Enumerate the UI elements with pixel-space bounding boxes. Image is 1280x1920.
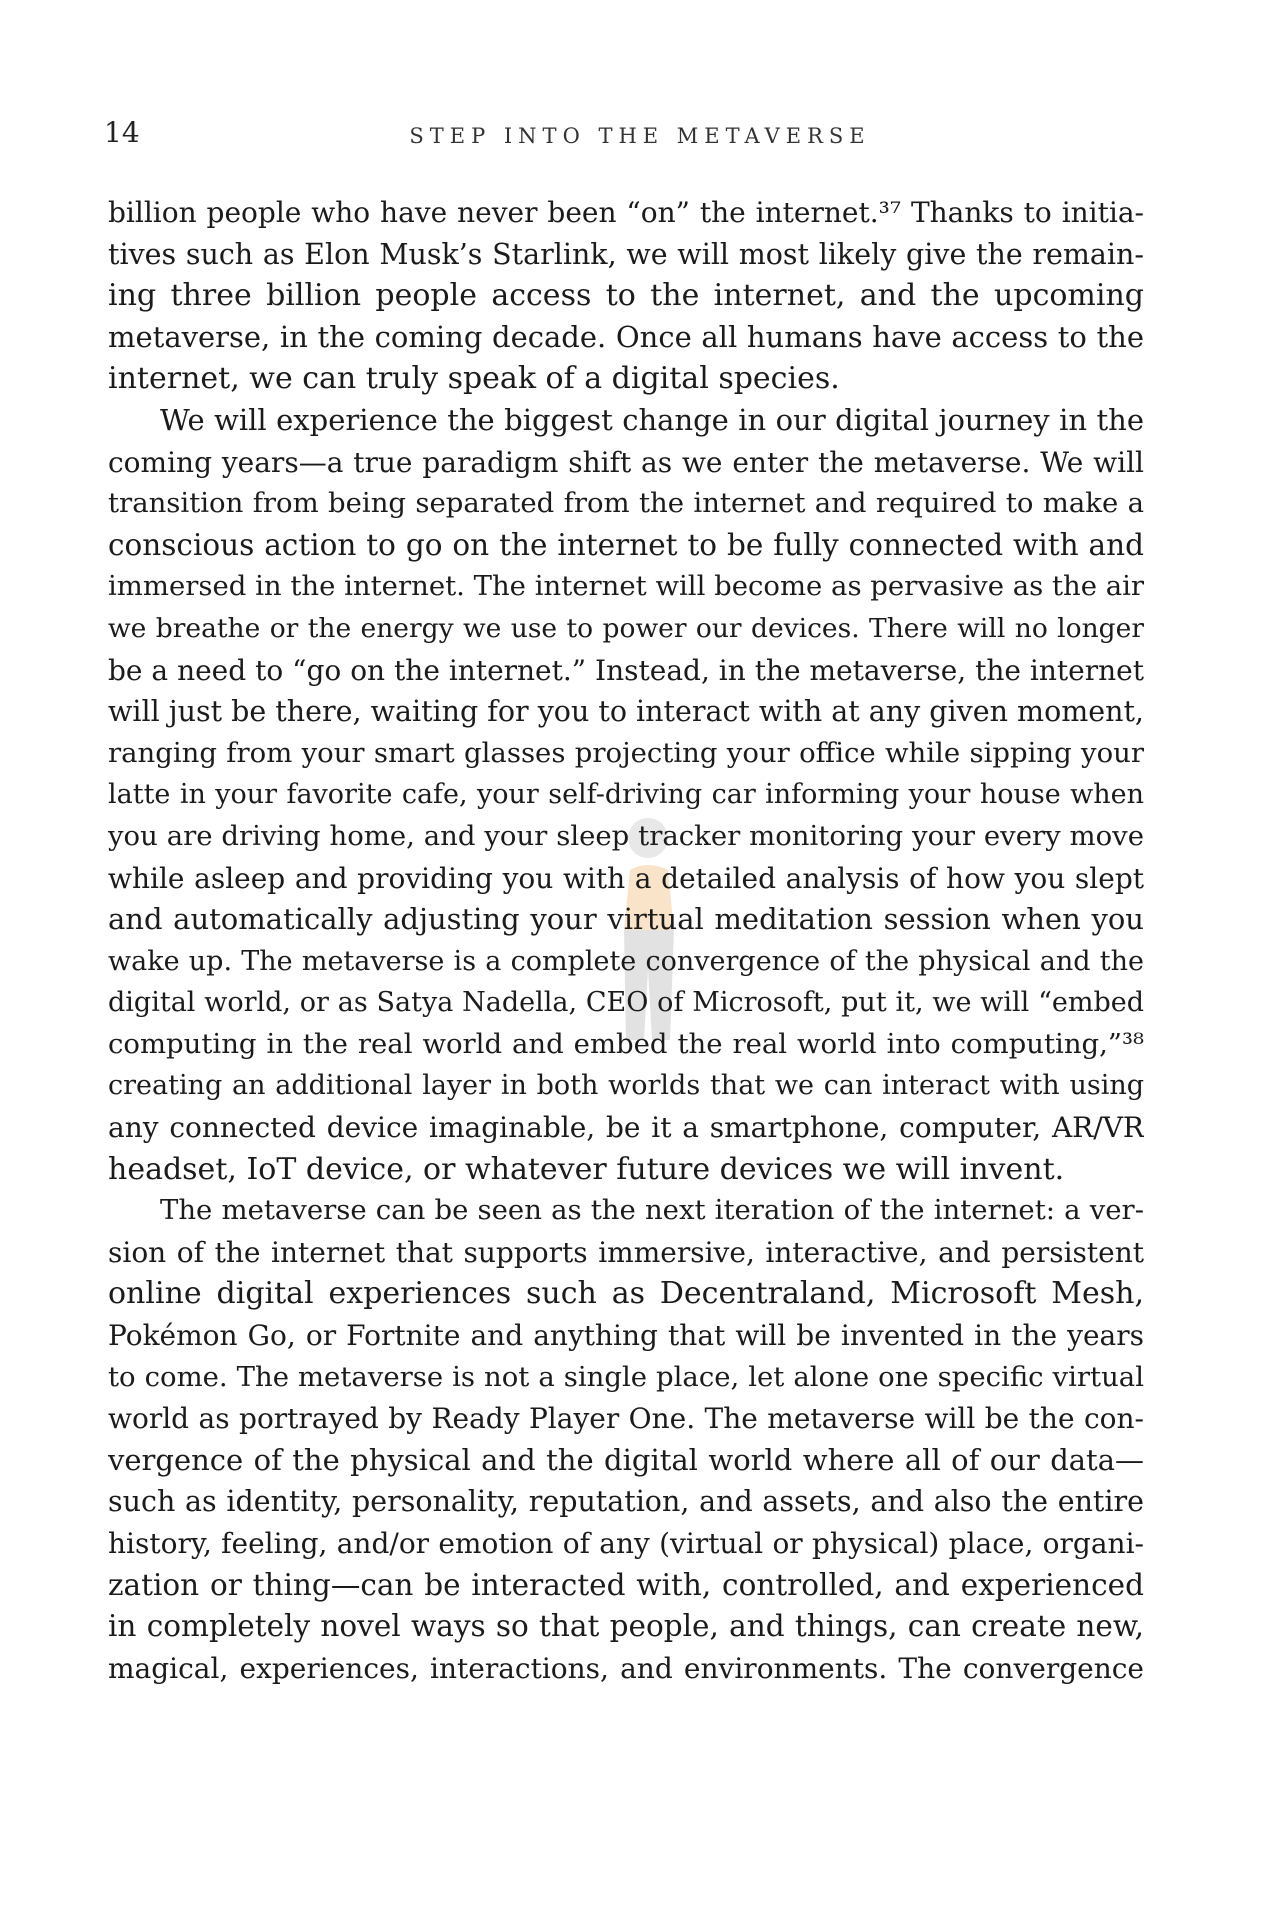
text-line: billion people who have never been “on” the internet.³⁷ Thanks to initia- <box>108 196 1144 229</box>
text-line: will just be there, waiting for you to interact with at any given moment, <box>108 695 1144 729</box>
text-line: transition from being separated from the internet and required to make a <box>108 487 1144 520</box>
text-line: coming years—a true paradigm shift as we enter the metaverse. We will <box>108 445 1144 479</box>
text-line: We will experience the biggest change in our digital journey in the <box>160 402 1144 437</box>
text-line: we breathe or the energy we use to power our devices. There will no longer <box>108 612 1144 644</box>
text-line: The metaverse can be seen as the next iteration of the internet: a ver- <box>160 1194 1144 1227</box>
text-line: magical, experiences, interactions, and environments. The convergence <box>108 1651 1144 1685</box>
text-line: Pokémon Go, or Fortnite and anything that will be invented in the years <box>108 1319 1144 1353</box>
text-line: history, feeling, and/or emotion of any (virtual or physical) place, organi- <box>108 1527 1144 1560</box>
text-line: internet, we can truly speak of a digital species. <box>108 361 840 397</box>
text-line: immersed in the internet. The internet will become as pervasive as the air <box>108 570 1144 603</box>
text-line: sion of the internet that supports immersive, interactive, and persistent <box>108 1235 1144 1269</box>
text-line: headset, IoT device, or whatever future devices we will invent. <box>108 1151 1065 1187</box>
text-line: wake up. The metaverse is a complete convergence of the physical and the <box>108 945 1144 977</box>
text-line: ing three billion people access to the internet, and the upcoming <box>108 278 1144 314</box>
text-line: online digital experiences such as Decentraland, Microsoft Mesh, <box>108 1276 1144 1312</box>
text-line: while asleep and providing you with a detailed analysis of how you slept <box>108 861 1144 895</box>
text-line: world as portrayed by Ready Player One. The metaverse will be the con- <box>108 1402 1144 1436</box>
text-line: to come. The metaverse is not a single place, let alone one specific virtual <box>108 1360 1144 1393</box>
text-line: you are driving home, and your sleep tracker monitoring your every move <box>108 819 1144 852</box>
text-line: any connected device imaginable, be it a smartphone, computer, AR/VR <box>108 1111 1144 1145</box>
text-line: in completely novel ways so that people, and things, can create new, <box>108 1609 1144 1644</box>
text-line: ranging from your smart glasses projecting your office while sipping your <box>108 736 1144 769</box>
text-line: vergence of the physical and the digital world where all of our data— <box>108 1442 1144 1477</box>
text-line: metaverse, in the coming decade. Once all humans have access to the <box>108 319 1144 354</box>
body-text <box>108 192 1144 1689</box>
text-line: zation or thing—can be interacted with, controlled, and experienced <box>108 1567 1144 1602</box>
page-number: 14 <box>104 116 140 149</box>
text-line: tives such as Elon Musk’s Starlink, we will most likely give the remain- <box>108 237 1144 271</box>
text-line: digital world, or as Satya Nadella, CEO of Microsoft, put it, we will “embed <box>108 987 1144 1019</box>
text-line: computing in the real world and embed the real world into computing,”³⁸ <box>108 1027 1144 1060</box>
text-line: be a need to “go on the internet.” Instead, in the metaverse, the internet <box>108 653 1144 687</box>
text-line: and automatically adjusting your virtual meditation session when you <box>108 902 1144 937</box>
text-line: latte in your favorite cafe, your self-driving car informing your house when <box>108 779 1144 811</box>
text-line: conscious action to go on the internet to be fully connected with and <box>108 527 1144 562</box>
text-line: such as identity, personality, reputation, and assets, and also the entire <box>108 1485 1144 1519</box>
text-line: creating an additional layer in both worlds that we can interact with using <box>108 1070 1144 1102</box>
running-head: STEP INTO THE METAVERSE <box>409 124 871 148</box>
